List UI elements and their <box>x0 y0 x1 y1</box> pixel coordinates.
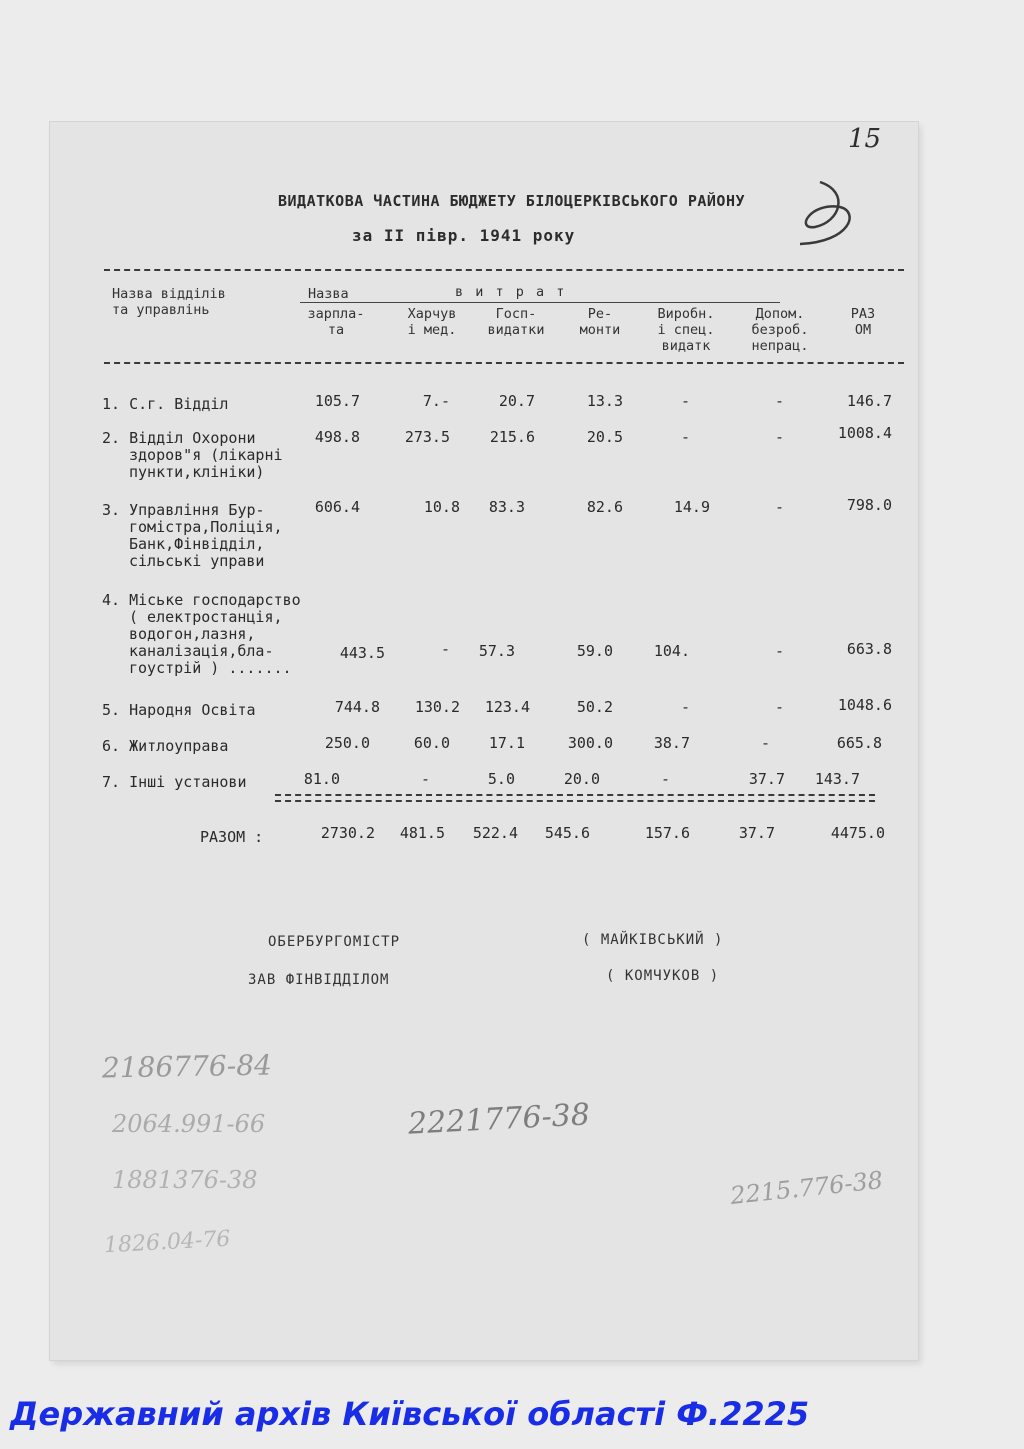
total-label: РАЗОМ : <box>200 828 264 846</box>
cell-aid: - <box>774 428 784 446</box>
cell-aid: - <box>774 642 784 660</box>
cell-salary: 250.0 <box>324 734 370 752</box>
cell-food: 7.- <box>422 392 450 410</box>
cell-repairs: 82.6 <box>586 498 623 516</box>
handwritten-note: 1881376-38 <box>112 1166 258 1194</box>
cell-repairs: 300.0 <box>567 734 613 752</box>
cell-total: 665.8 <box>836 734 882 752</box>
handwritten-note: 1826.04-76 <box>103 1226 231 1259</box>
cell-household: 17.1 <box>488 734 525 752</box>
total-repairs: 545.6 <box>544 824 590 842</box>
header-col-household: Госп- видатки <box>487 306 545 338</box>
header-col-food: Харчув і мед. <box>407 306 457 338</box>
cell-repairs: 50.2 <box>576 698 613 716</box>
header-group-label: Назва <box>308 286 349 302</box>
cell-total: 1048.6 <box>837 696 892 714</box>
cell-total: 663.8 <box>846 640 892 658</box>
header-col-salary: зарпла- та <box>307 306 365 338</box>
cell-total: 1008.4 <box>837 424 892 442</box>
cell-food: - <box>440 640 450 658</box>
total-salary: 2730.2 <box>320 824 375 842</box>
cell-total: 143.7 <box>814 770 860 788</box>
cell-aid: - <box>760 734 770 752</box>
cell-salary: 443.5 <box>339 644 385 662</box>
scribble-mark <box>780 172 870 252</box>
signature-title: ЗАВ ФІНВІДДІЛОМ <box>248 972 390 988</box>
cell-production: 104. <box>653 642 690 660</box>
signature-title: ОБЕРБУРГОМІСТР <box>268 934 401 950</box>
signature-name: ( КОМЧУКОВ ) <box>606 968 720 984</box>
cell-salary: 105.7 <box>314 392 360 410</box>
cell-aid: - <box>774 698 784 716</box>
header-rule <box>300 302 780 303</box>
document-title: ВИДАТКОВА ЧАСТИНА БЮДЖЕТУ БІЛОЦЕРКІВСЬКОГО РАЙОНУ <box>278 192 746 210</box>
cell-aid: - <box>774 498 784 516</box>
header-col-repairs: Ре- монти <box>579 306 621 338</box>
row-label: 4. Міське господарство ( електростанція, водогон,лазня, каналізація,бла- гоустрій ) ....... <box>102 591 301 677</box>
cell-repairs: 13.3 <box>586 392 623 410</box>
cell-production: - <box>680 428 690 446</box>
cell-production: 38.7 <box>653 734 690 752</box>
total-household: 522.4 <box>472 824 518 842</box>
cell-household: 57.3 <box>478 642 515 660</box>
row-label: 2. Відділ Охорони здоров"я (лікарні пункти,клініки) <box>102 429 283 481</box>
handwritten-note: 2064.991-66 <box>112 1110 266 1138</box>
cell-production: 14.9 <box>673 498 710 516</box>
divider <box>104 269 904 271</box>
handwritten-note: 2221776-38 <box>407 1097 591 1142</box>
cell-repairs: 20.5 <box>586 428 623 446</box>
total-production: 157.6 <box>644 824 690 842</box>
cell-household: 5.0 <box>487 770 515 788</box>
handwritten-note: 2186776-84 <box>101 1048 273 1085</box>
cell-repairs: 20.0 <box>563 770 600 788</box>
cell-total: 146.7 <box>846 392 892 410</box>
row-label: 1. С.г. Відділ <box>102 395 229 413</box>
cell-production: - <box>680 698 690 716</box>
cell-salary: 498.8 <box>314 428 360 446</box>
header-dept: Назва відділів та управлінь <box>112 286 226 318</box>
document-sheet <box>50 122 918 1360</box>
document-subtitle: за II півр. 1941 року <box>352 226 576 245</box>
cell-household: 123.4 <box>484 698 530 716</box>
row-label: 7. Інші установи <box>102 773 247 791</box>
total-aid: 37.7 <box>738 824 775 842</box>
total-food: 481.5 <box>399 824 445 842</box>
header-group-title: в и т р а т <box>455 284 567 300</box>
cell-production: - <box>680 392 690 410</box>
cell-total: 798.0 <box>846 496 892 514</box>
header-col-aid: Допом. безроб. непрац. <box>751 306 809 354</box>
page-number: 15 <box>848 124 882 154</box>
header-col-production: Виробн. і спец. видатк <box>657 306 715 354</box>
row-label: 6. Житлоуправа <box>102 737 229 755</box>
cell-food: - <box>420 770 430 788</box>
cell-aid: 37.7 <box>748 770 785 788</box>
cell-household: 20.7 <box>498 392 535 410</box>
header-col-total: РАЗ ОМ <box>850 306 876 338</box>
handwritten-note: 2215.776-38 <box>728 1166 885 1210</box>
cell-salary: 606.4 <box>314 498 360 516</box>
cell-repairs: 59.0 <box>576 642 613 660</box>
divider <box>104 362 904 364</box>
cell-salary: 744.8 <box>334 698 380 716</box>
cell-food: 60.0 <box>413 734 450 752</box>
cell-household: 83.3 <box>488 498 525 516</box>
cell-food: 273.5 <box>404 428 450 446</box>
cell-production: - <box>660 770 670 788</box>
row-label: 3. Управління Бур- гомістра,Поліція, Банк,Фінвідділ, сільські управи <box>102 501 283 570</box>
cell-household: 215.6 <box>489 428 535 446</box>
row-label: 5. Народня Освіта <box>102 701 256 719</box>
total-total: 4475.0 <box>830 824 885 842</box>
cell-food: 130.2 <box>414 698 460 716</box>
cell-salary: 81.0 <box>303 770 340 788</box>
signature-name: ( МАЙКІВСЬКИЙ ) <box>582 932 724 948</box>
divider <box>275 794 875 796</box>
cell-aid: - <box>774 392 784 410</box>
cell-food: 10.8 <box>423 498 460 516</box>
archive-caption: Державний архів Київської області Ф.2225 <box>10 1395 810 1433</box>
divider <box>275 800 875 802</box>
